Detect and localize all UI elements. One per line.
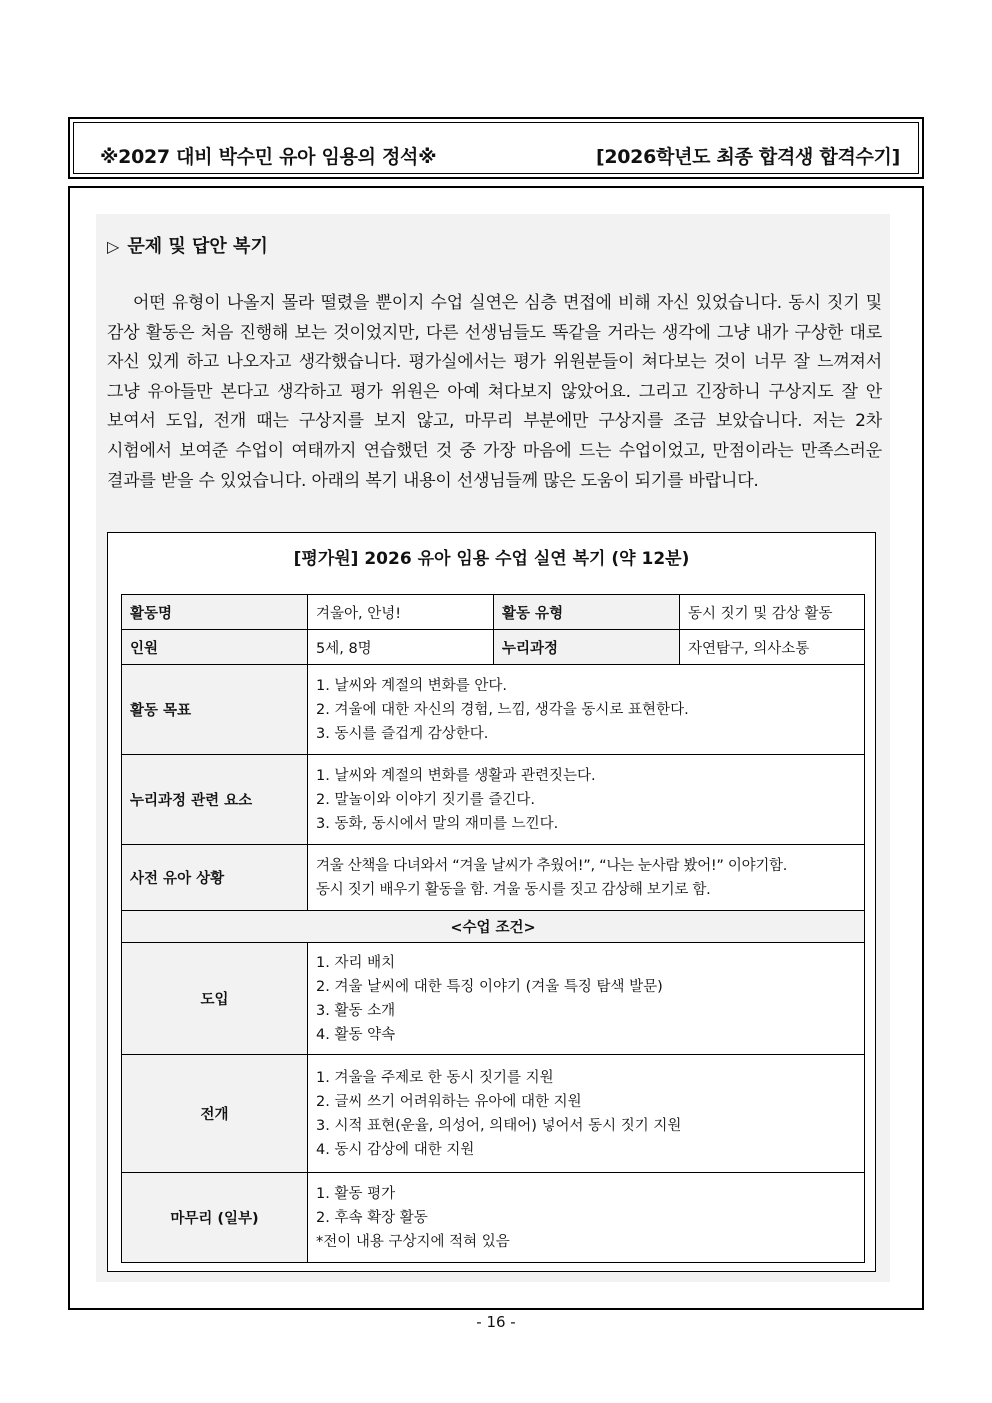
intro-list [308, 943, 865, 1055]
report-box [107, 532, 876, 1272]
page-number: - 16 - [476, 1313, 516, 1331]
list-item: 겨울 산책을 다녀와서 “겨울 날씨가 추웠어!”, “나는 눈사람 봤어!” 이야기함. [316, 857, 788, 874]
list-item: 2. 겨울 날씨에 대한 특징 이야기 (겨울 특징 탐색 발문) [316, 978, 663, 995]
list-item: 2. 후속 확장 활동 [316, 1209, 428, 1226]
people-label: 인원 [122, 630, 308, 665]
list-item: 1. 날씨와 계절의 변화를 생활과 관련짓는다. [316, 767, 596, 784]
elements-list [308, 755, 865, 845]
prior-label: 사전 유아 상황 [122, 845, 308, 911]
lesson-plan-table [121, 594, 865, 1263]
prior-situation [308, 845, 865, 911]
triangle-marker-icon: ▷ [107, 237, 120, 256]
list-item: 1. 자리 배치 [316, 954, 396, 971]
closing-list [308, 1173, 865, 1263]
table-row [122, 943, 865, 1055]
develop-list [308, 1055, 865, 1173]
nuri-value: 자연탐구, 의사소통 [680, 630, 865, 665]
nuri-label: 누리과정 [494, 630, 680, 665]
review-paragraph: 어떤 유형이 나올지 몰라 떨렸을 뿐이지 수업 실연은 심층 면접에 비해 자신 있었습니다. 동시 짓기 및 감상 활동은 처음 진행해 보는 것이었지만, 다른 선생님들도 똑같을 거라는 생각에 그냥 내가 구상한 대로 자신 있게 하고 나오자고 생각했습니다. 평가실에서는 평가 위원분들이 쳐다보는 것이 너무 잘 느껴져서 그냥 유아들만 본다고 생각하고 평가 위원은 아예 쳐다보지 않았어요. 그리고 긴장하니 구상지도 잘 안 보여서 도입, 전개 때는 구상지를 보지 않고, 마무리 부분에만 구상지를 조금 보았습니다. 저는 2차 시험에서 보여준 수업이 여태까지 연습했던 것 중 가장 마음에 드는 수업이었고, 만점이라는 만족스러운 결과를 받을 수 있었습니다. 아래의 복기 내용이 선생님들께 많은 도움이 되기를 바랍니다. [107, 293, 882, 491]
goals-label: 활동 목표 [122, 665, 308, 755]
table-row [122, 665, 865, 755]
develop-label: 전개 [122, 1055, 308, 1173]
header-inner-frame [73, 122, 919, 174]
list-item: 4. 활동 약속 [316, 1026, 396, 1043]
goals-list [308, 665, 865, 755]
intro-label: 도입 [122, 943, 308, 1055]
table-row [122, 1173, 865, 1263]
header-subtitle: [2026학년도 최종 합격생 합격수기] [595, 146, 900, 168]
list-item: 3. 동시를 즐겁게 감상한다. [316, 725, 489, 742]
table-row [122, 911, 865, 943]
header-box [68, 117, 924, 179]
list-item: 1. 활동 평가 [316, 1185, 396, 1202]
people-value: 5세, 8명 [308, 630, 494, 665]
table-row [122, 755, 865, 845]
activity-type-label: 활동 유형 [494, 595, 680, 630]
activity-name-label: 활동명 [122, 595, 308, 630]
list-item: 2. 말놀이와 이야기 짓기를 즐긴다. [316, 791, 535, 808]
header-title: ※2027 대비 박수민 유아 임용의 정석※ [100, 146, 437, 168]
activity-type-value: 동시 짓기 및 감상 활동 [680, 595, 865, 630]
activity-name-value: 겨울아, 안녕! [308, 595, 494, 630]
elements-label: 누리과정 관련 요소 [122, 755, 308, 845]
table-row [122, 1055, 865, 1173]
list-item: 3. 활동 소개 [316, 1002, 396, 1019]
list-item: 3. 시적 표현(운율, 의성어, 의태어) 넣어서 동시 짓기 지원 [316, 1117, 682, 1134]
list-item: 2. 겨울에 대한 자신의 경험, 느낌, 생각을 동시로 표현한다. [316, 701, 689, 718]
section-title: 문제 및 답안 복기 [127, 236, 268, 257]
list-item: 4. 동시 감상에 대한 지원 [316, 1141, 475, 1158]
section-heading [107, 232, 268, 258]
list-item: *전이 내용 구상지에 적혀 있음 [316, 1233, 510, 1250]
conditions-heading: <수업 조건> [122, 911, 865, 943]
table-row [122, 845, 865, 911]
table-row [122, 595, 865, 630]
list-item: 동시 짓기 배우기 활동을 함. 겨울 동시를 짓고 감상해 보기로 함. [316, 881, 711, 898]
table-row [122, 630, 865, 665]
report-title: [평가원] 2026 유아 임용 수업 실연 복기 (약 12분) [293, 549, 690, 569]
list-item: 3. 동화, 동시에서 말의 재미를 느낀다. [316, 815, 559, 832]
list-item: 1. 겨울을 주제로 한 동시 짓기를 지원 [316, 1069, 554, 1086]
list-item: 2. 글씨 쓰기 어려워하는 유아에 대한 지원 [316, 1093, 582, 1110]
closing-label: 마무리 (일부) [122, 1173, 308, 1263]
list-item: 1. 날씨와 계절의 변화를 안다. [316, 677, 507, 694]
